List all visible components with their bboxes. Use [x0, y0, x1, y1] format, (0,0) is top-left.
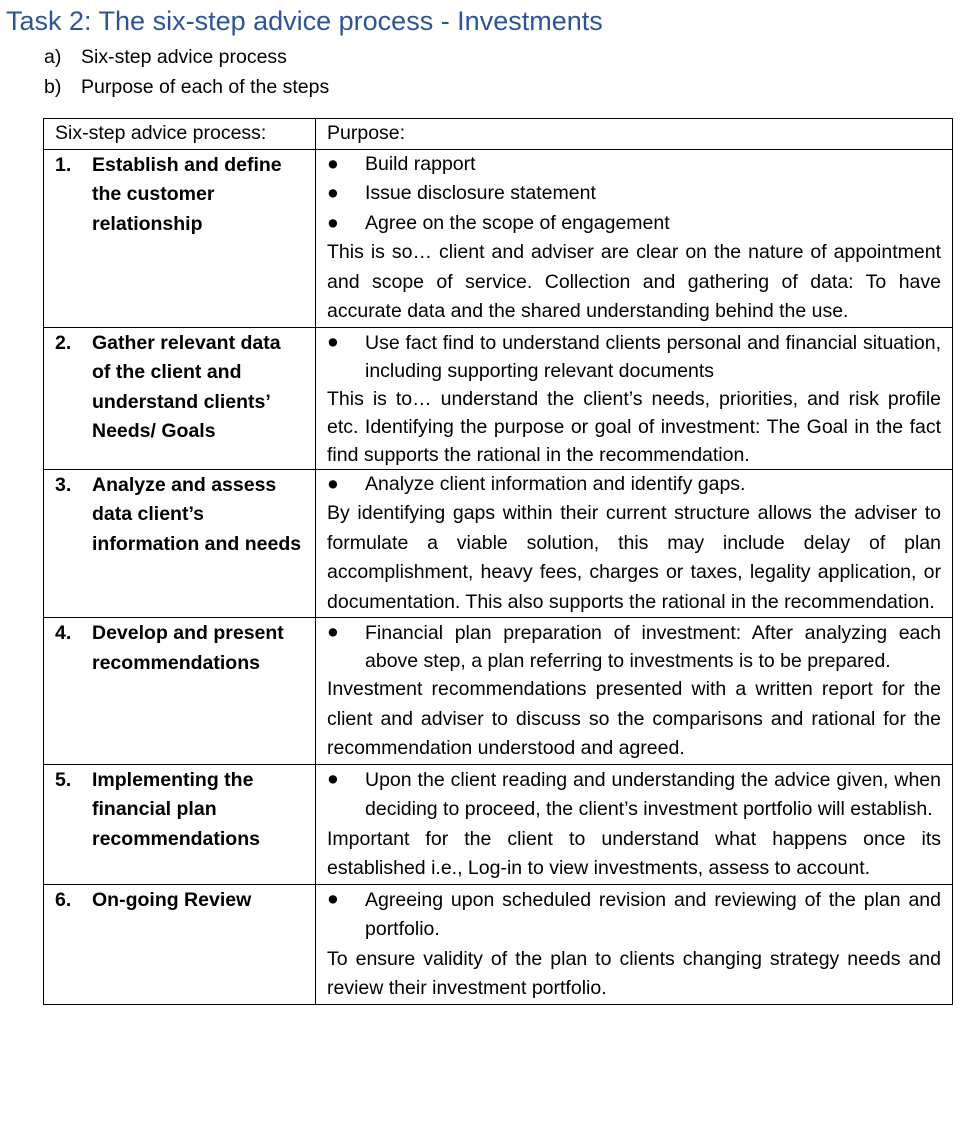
bullet-item	[327, 179, 941, 209]
bullet-item	[327, 618, 941, 675]
bullet-text: Agreeing upon scheduled revision and reviewing of the plan and portfolio.	[365, 888, 941, 940]
step-title: Establish and define the customer relationship	[92, 153, 282, 235]
step-title: On-going Review	[92, 888, 252, 911]
bullet-item	[327, 885, 941, 945]
step-cell	[44, 618, 316, 765]
step-cell	[44, 764, 316, 884]
step-title: Analyze and assess data client’s information and needs	[92, 473, 302, 555]
list-marker: a)	[44, 46, 62, 68]
table-row	[44, 149, 953, 327]
purpose-description: By identifying gaps within their current structure allows the adviser to formulate a viable solution, this may include delay of plan accomplishment, heavy fees, charges or taxes, legality application, or documentation. This also supports the rational in the recommendation.	[327, 502, 941, 613]
step-number: 2.	[55, 331, 72, 354]
table-row	[44, 469, 953, 618]
bullet-text: Financial plan preparation of investment: After analyzing each above step, a plan referring to investments is to be prepared.	[365, 622, 941, 672]
bullet-text: Use fact find to understand clients personal and financial situation, including supporting relevant documents	[365, 331, 941, 382]
column-header-purpose: Purpose:	[316, 119, 953, 150]
purpose-cell	[316, 327, 953, 469]
table-row	[44, 618, 953, 765]
bullet-item	[327, 328, 941, 385]
bullet-item	[327, 209, 941, 239]
bullet-icon: ●	[327, 152, 339, 175]
bullet-icon: ●	[327, 621, 339, 643]
purpose-cell	[316, 149, 953, 327]
table-row	[44, 884, 953, 1004]
purpose-description: Investment recommendations presented with a written report for the client and adviser to discuss so the comparisons and rational for the recommendation understood and agreed.	[327, 678, 941, 759]
purpose-description: This is to… understand the client’s needs, priorities, and risk profile etc. Identifying the purpose or goal of investment: The Goal in the fact find supports the rational in the recommendation.	[327, 387, 941, 466]
step-cell	[44, 149, 316, 327]
purpose-cell	[316, 764, 953, 884]
bullet-icon: ●	[327, 211, 339, 234]
purpose-bullets	[327, 470, 941, 500]
purpose-description: Important for the client to understand what happens once its established i.e., Log-in to view investments, assess to account.	[327, 827, 941, 879]
bullet-text: Issue disclosure statement	[365, 182, 596, 204]
task-sub-list	[44, 42, 329, 102]
purpose-description: This is so… client and adviser are clear on the nature of appointment and scope of service. Collection and gathering of data: To have accurate data and the shared understanding behind the use.	[327, 241, 941, 322]
list-item	[44, 72, 329, 102]
step-title: Gather relevant data of the client and understand clients’ Needs/ Goals	[92, 331, 281, 442]
step-number: 5.	[55, 768, 72, 791]
bullet-text: Analyze client information and identify gaps.	[365, 472, 746, 495]
purpose-bullets	[327, 765, 941, 825]
bullet-item	[327, 470, 941, 500]
page-title: Task 2: The six-step advice process - Investments	[6, 6, 603, 36]
bullet-icon: ●	[327, 887, 339, 910]
list-item-text: Six-step advice process	[81, 46, 287, 68]
purpose-bullets	[327, 618, 941, 675]
list-item-text: Purpose of each of the steps	[81, 76, 330, 98]
bullet-text: Upon the client reading and understanding the advice given, when deciding to proceed, the client’s investment portfolio will establish.	[365, 768, 941, 820]
purpose-cell	[316, 469, 953, 618]
table-header-row	[44, 119, 953, 150]
step-title: Implementing the financial plan recommendations	[92, 768, 260, 850]
purpose-cell	[316, 884, 953, 1004]
list-marker: b)	[44, 76, 62, 98]
bullet-icon: ●	[327, 330, 339, 353]
bullet-text: Agree on the scope of engagement	[365, 211, 670, 234]
table-row	[44, 327, 953, 469]
step-number: 1.	[55, 153, 72, 176]
list-item	[44, 42, 329, 72]
step-number: 3.	[55, 473, 72, 496]
bullet-icon: ●	[327, 182, 339, 204]
purpose-bullets	[327, 328, 941, 385]
purpose-bullets	[327, 150, 941, 239]
step-number: 6.	[55, 888, 72, 911]
purpose-description: To ensure validity of the plan to clients changing strategy needs and review their investment portfolio.	[327, 947, 941, 999]
bullet-icon: ●	[327, 767, 339, 790]
column-header-step: Six-step advice process:	[44, 119, 316, 150]
step-cell	[44, 469, 316, 618]
purpose-cell	[316, 618, 953, 765]
step-title: Develop and present recommendations	[92, 622, 284, 674]
advice-process-table	[43, 118, 953, 1005]
purpose-bullets	[327, 885, 941, 945]
bullet-icon: ●	[327, 472, 339, 495]
bullet-item	[327, 150, 941, 180]
step-cell	[44, 327, 316, 469]
step-number: 4.	[55, 622, 72, 644]
bullet-text: Build rapport	[365, 152, 476, 175]
bullet-item	[327, 765, 941, 825]
step-cell	[44, 884, 316, 1004]
table-row	[44, 764, 953, 884]
